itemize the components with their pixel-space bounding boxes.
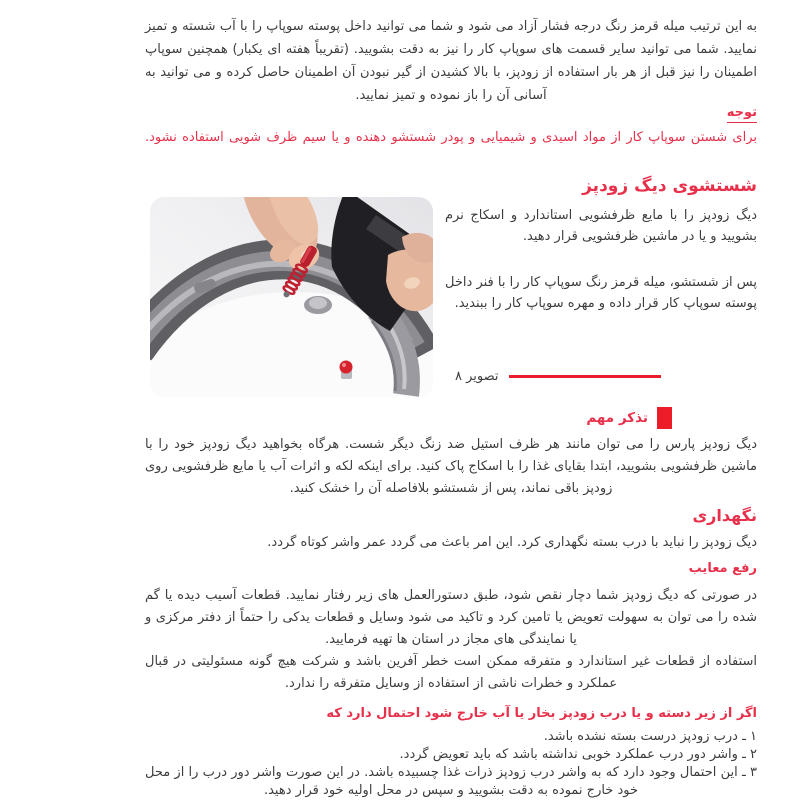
wash-paragraph-1: دیگ زودپز را با مایع ظرفشویی استاندارد و اسکاج نرم بشویید و یا در ماشین ظرفشویی قرار دهید.: [445, 208, 757, 244]
reminder-heading: [586, 407, 672, 429]
red-square-marker-icon: [657, 407, 672, 429]
troubleshooting-paragraph-2: استفاده از قطعات غیر استاندارد و متفرقه ممکن است خطر آفرین باشد و شرکت هیچ گونه مسئولیتی در قبال عملکرد و خطرات ناشی از استفاده از وسایل متفرقه را ندارد.: [145, 654, 757, 691]
figure-caption-line: [509, 375, 661, 378]
wash-paragraph-2: پس از شستشو، میله قرمز رنگ سوپاپ کار را با فنر داخل پوسته سوپاپ کار قرار داده و مهره سوپاپ کار را ببندید.: [445, 275, 757, 311]
reminder-title: تذکر مهم: [586, 410, 648, 426]
note-body: برای شستن سوپاپ کار از مواد اسیدی و شیمیایی و پودر شستشو دهنده و یا سیم ظرف شویی استفاده نشود.: [145, 130, 757, 145]
figure-photo: [150, 197, 433, 397]
troubleshooting-item-1: ۱ ـ درب زودپز درست بسته نشده باشد.: [543, 729, 757, 744]
maintenance-title: نگهداری: [692, 506, 757, 525]
note-section: [727, 101, 757, 123]
intro-paragraph: به این ترتیب میله قرمز رنگ درجه فشار آزاد می شود و شما می توانید داخل پوسته سوپاپ را با آب شسته و تمیز نمایید. شما می توانید سایر قسمت های سوپاپ کار را نیز به دقت بشویید. (تقریباً هفته ای یکبار) همچنین سوپاپ اطمینان را نیز قبل از هر بار استفاده از زودپز، با بالا کشیدن از گیر نبودن آن اطمینان حاصل کرده و می توانید به آسانی آن را باز نموده و تمیز نمایید.: [145, 19, 757, 103]
note-title: توجه: [727, 105, 757, 123]
troubleshooting-title: رفع معایب: [688, 561, 757, 576]
figure-caption: [455, 369, 661, 384]
troubleshooting-item-3: ۳ ـ این احتمال وجود دارد که به واشر درب زودپز ذرات غذا چسبیده باشد. در این صورت واشر دور درب را از محل خود خارج نموده به دقت بشویید و سپس در محل اولیه خود قرار دهید.: [145, 765, 757, 798]
reminder-body: دیگ زودپز پارس را می توان مانند هر ظرف استیل ضد زنگ دیگر شست. هرگاه بخواهید دیگ زودپز خود را با ماشین ظرفشویی بشویید، ابتدا بقایای غذا را با اسکاج پاک کنید. برای اینکه لکه و اثرات آب یا مایع ظرفشویی روی زودپز باقی نماند، پس از شستشو بلافاصله آن را خشک کنید.: [145, 437, 757, 496]
troubleshooting-subheading: اگر از زیر دسته و یا درب زودپز بخار یا آب خارج شود احتمال دارد که: [326, 706, 757, 721]
troubleshooting-paragraph-1: در صورتی که دیگ زودپز شما دچار نقص شود، طبق دستورالعمل های زیر رفتار نمایید. قطعات آسیب دیده یا گم شده را می توان به سهولت تعویض یا تامین کرد و تاکید می شود وسایل و قطعات یدکی را حتماً از دفتر مرکزی و یا نمایندگی های مجاز در استان ها تهیه فرمایید.: [145, 588, 757, 647]
troubleshooting-item-2: ۲ ـ واشر دور درب عملکرد خوبی نداشته باشد که باید تعویض گردد.: [399, 747, 757, 762]
figure-caption-label: تصویر ۸: [455, 369, 499, 384]
pressure-cooker-lid-photo-icon: [150, 197, 433, 397]
maintenance-body: دیگ زودپز را نباید با درب بسته نگهداری کرد. این امر باعث می گردد عمر واشر کوتاه گردد.: [267, 535, 757, 550]
wash-section-title: شستشوی دیگ زودپز: [582, 176, 757, 196]
